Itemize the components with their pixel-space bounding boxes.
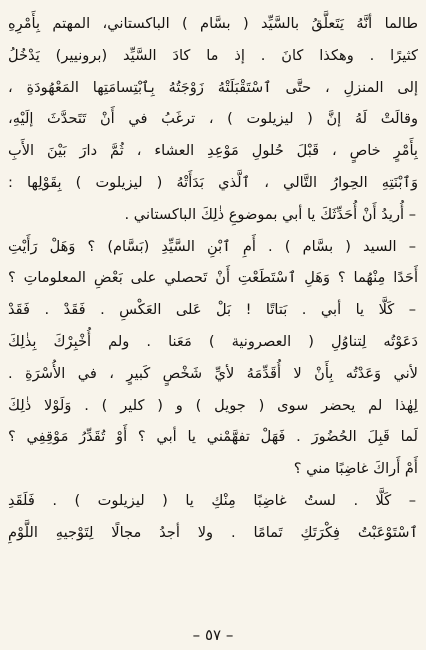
text-line-15: أَمْ أَراكَ غاضِبًا مني ؟ [293, 460, 418, 478]
dialogue-line-3: – كَلَّا يا أبي . بَتاتًا ! بَلْ عَلى العَكْسِ . فَقَدْ . فَقَدْ [8, 301, 416, 319]
text-line-17: ٱسْتَوْعَبْتُ فِكْرَتَكِ تَمامًا . ولا أجدُ مجالًا لِتَوْجيهِ اللَّوْمِ [8, 523, 418, 541]
dialogue-line-4: – كَلَّا . لستُ غاضِبًا مِنْكِ يا ( ليزيلوت ) . فَلَقَدِ [8, 491, 416, 509]
text-line-6: وَٱبْنَتِهِ الحِوارُ التَّالي ، ٱلَّذي بَدَأَتْهُ ( ليزيلوت ) بِقَوْلِها : [8, 173, 418, 191]
dialogue-line-2: – السيد ( بسَّام ) . أَمِ ٱبْنِ السَّيِّدِ (بَسَّام) ؟ وَهَلْ رَأَيْتِ [8, 237, 416, 255]
text-line-9: أَحَدًا مِنْهُما ؟ وَهَلِ ٱسْتَطَعْتِ أَنْ تَحصلي على بَعْضِ المعلوماتِ ؟ [8, 269, 418, 287]
page-number: – ٥٧ – [192, 626, 234, 644]
text-line-13: لِهٰذا لم يحضر سوى ( جويل ) و ( كلير ) . وَلَوْلا ذٰلِكَ [8, 396, 418, 414]
text-line-4: وقالَتْ لَهُ إنَّ ( ليزيلوت ) ، ترغَبُ في أَنْ تَتَحدَّثَ إلَيْهِ، [8, 110, 418, 128]
text-line-12: لأني وَعَدْتُه بِأَنْ لا أُقَدِّمَهُ لأيِّ شَخْصٍ كَبيرٍ ، في الأُسْرَةِ . [8, 364, 418, 382]
text-line-1: طالما أنَّهُ يَتَعلَّقُ بالسَّيِّد ( بسَّام ) الباكستاني، المهتم بِأَمْرِهِ [8, 15, 418, 32]
text-line-5: بِأَمْرٍ خاصٍ ، قَبْلَ حُلولِ مَوْعِدِ العشاء ، ثُمَّ دارَ بَيْنَ الأَبِ [8, 142, 418, 160]
text-line-11: دَعَوْتُه لِتناوُلِ ( العصرونية ) مَعَنا . ولم أُخْبِرْكَ بِذٰلِكَ [8, 332, 418, 350]
text-line-14: لَما قَبِلَ الحُضُورَ . فَهَلْ تفهَّمْني يا أبي ؟ أَوْ تُقَدِّرُ مَوْقِفِي ؟ [8, 428, 418, 446]
text-line-2: كثيرًا . وهكذا كانَ . إذ ما كادَ السَّيِّد (برونيير) يَدْخُلُ [8, 46, 418, 64]
page-body-text [8, 8, 418, 549]
dialogue-line-1: – أُريدُ أَنْ أُحَدِّثَكَ يا أبي بموضوعِ ذٰلِكَ الباكستاني . [124, 205, 416, 223]
text-line-3: إلى المنزلِ ، حتَّى ٱسْتَقْبَلَتْهُ زَوْجَتُهُ بِٱبْتِسامَتِها المَعْهُودَةِ ، [8, 78, 418, 96]
